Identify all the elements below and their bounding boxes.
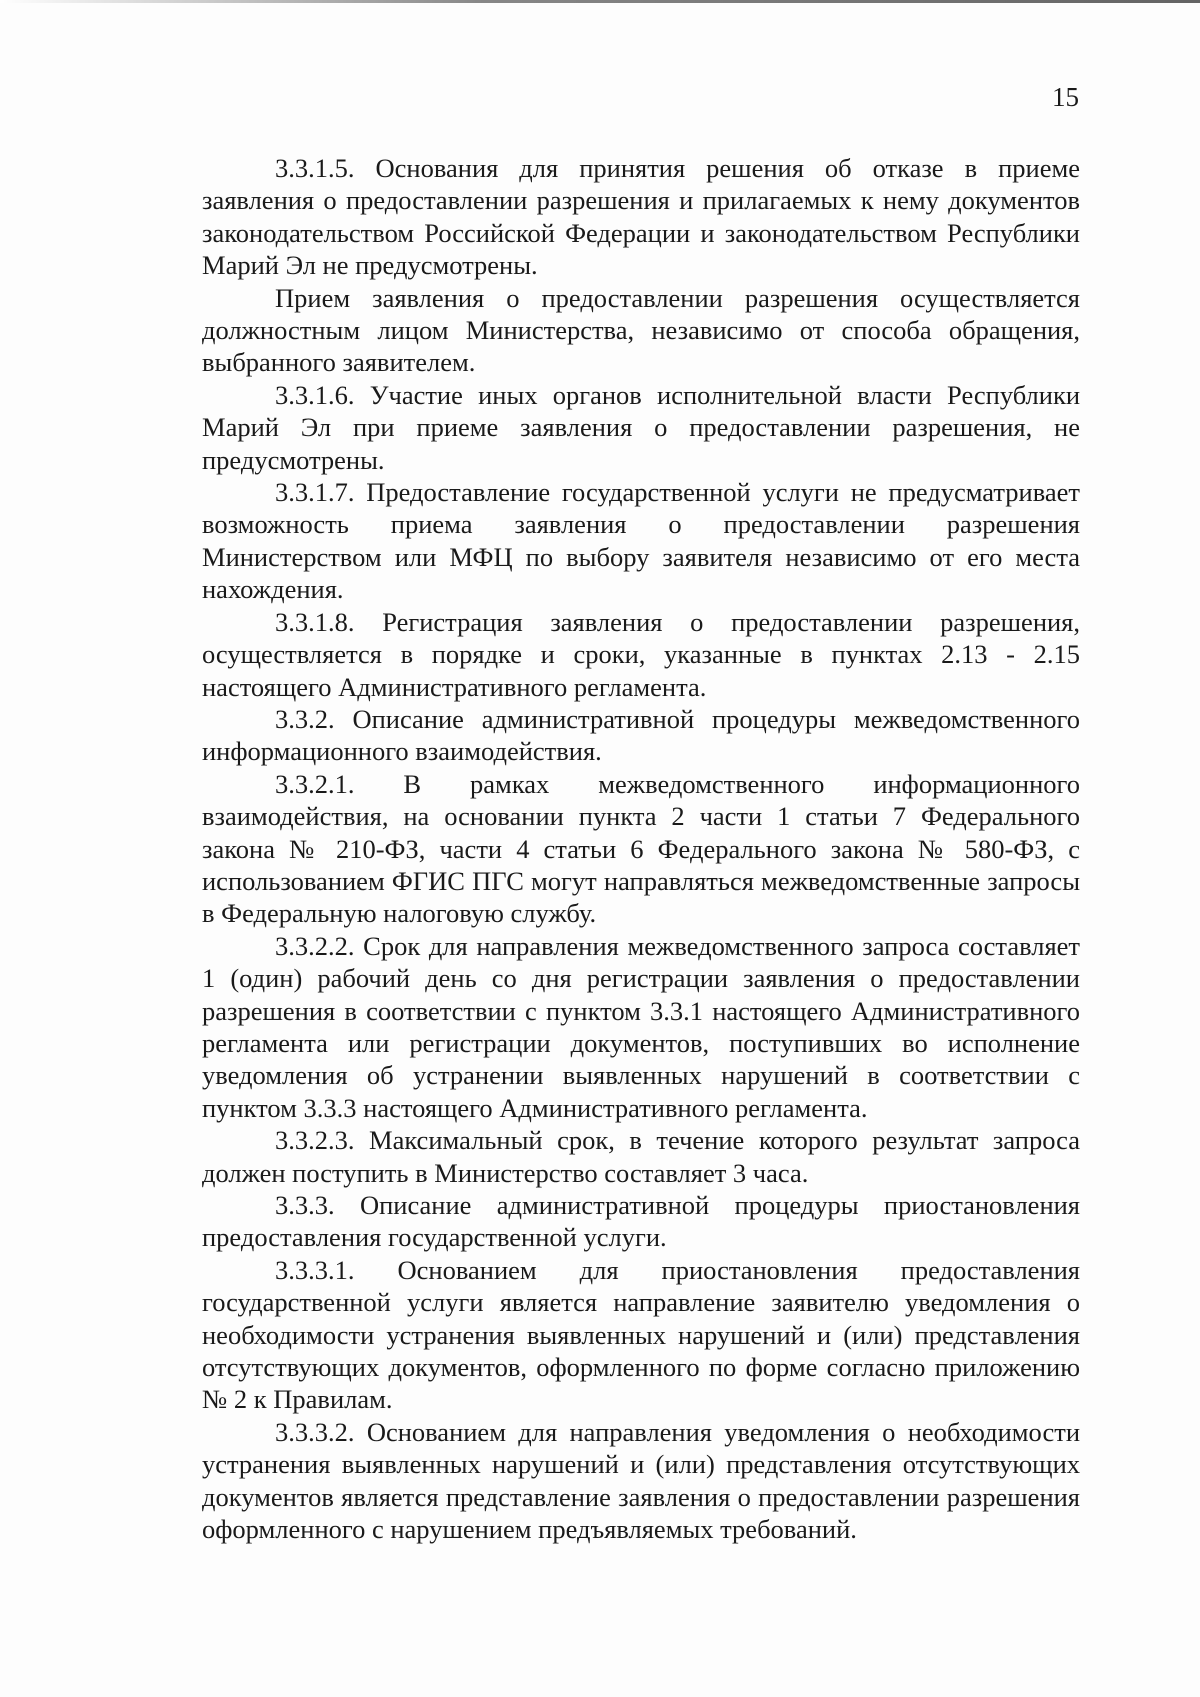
paragraph-3-3-2-3: 3.3.2.3. Максимальный срок, в течение которого результат запроса должен поступить в Министерство составляет 3 часа. bbox=[202, 1125, 1080, 1188]
paragraph-3-3-2: 3.3.2. Описание административной процедуры межведомственного информационного взаимодействия. bbox=[202, 703, 1080, 767]
paragraph-3-3-1-6: 3.3.1.6. Участие иных органов исполнительной власти Республики Марий Эл при приеме заявления о предоставлении разрешения, не предусмотрены. bbox=[202, 379, 1080, 475]
paragraph-3-3-2-2: 3.3.2.2. Срок для направления межведомственного запроса составляет 1 (один) рабочий день со дня регистрации заявления о предоставлении разрешения в соответствии с пунктом 3.3.1 настоящего Административного регламента или регистрации документов, поступивших во исполнение уведомления об устранении выявленных нарушений в соответствии с пунктом 3.3.3 настоящего Административного регламента. bbox=[202, 930, 1080, 1123]
paragraph-3-3-2-1: 3.3.2.1. В рамках межведомственного информационного взаимодействия, на основании пункта 2 части 1 статьи 7 Федерального закона № 210-ФЗ, части 4 статьи 6 Федерального закона № 580-ФЗ, с использованием ФГИС ПГС могут направляться межведомственные запросы в Федеральную налоговую службу. bbox=[202, 768, 1080, 929]
paragraph-reception: Прием заявления о предоставлении разрешения осуществляется должностным лицом Министерства, независимо от способа обращения, выбранного заявителем. bbox=[202, 282, 1080, 378]
paragraph-3-3-1-7: 3.3.1.7. Предоставление государственной услуги не предусматривает возможность приема заявления о предоставлении разрешения Министерством или МФЦ по выбору заявителя независимо от его места нахождения. bbox=[202, 477, 1080, 605]
scan-edge bbox=[0, 0, 1200, 3]
document-body bbox=[202, 152, 1080, 1545]
paragraph-3-3-1-8: 3.3.1.8. Регистрация заявления о предоставлении разрешения, осуществляется в порядке и сроки, указанные в пунктах 2.13 - 2.15 настоящего Административного регламента. bbox=[202, 606, 1080, 702]
paragraph-3-3-1-5: 3.3.1.5. Основания для принятия решения об отказе в приеме заявления о предоставлении разрешения и прилагаемых к нему документов законодательством Российской Федерации и законодательством Республики Марий Эл не предусмотрены. bbox=[202, 153, 1080, 281]
page-number: 15 bbox=[1052, 82, 1079, 112]
paragraph-3-3-3-2: 3.3.3.2. Основанием для направления уведомления о необходимости устранения выявленных нарушений и (или) представления отсутствующих документов является представление заявления о предоставлении разрешения оформленного с нарушением предъявляемых требований. bbox=[202, 1416, 1080, 1545]
paragraph-3-3-3: 3.3.3. Описание административной процедуры приостановления предоставления государственной услуги. bbox=[202, 1190, 1080, 1253]
paragraph-3-3-3-1: 3.3.3.1. Основанием для приостановления предоставления государственной услуги является направление заявителю уведомления о необходимости устранения выявленных нарушений и (или) представления отсутствующих документов, оформленного по форме согласно приложению № 2 к Правилам. bbox=[202, 1254, 1080, 1415]
